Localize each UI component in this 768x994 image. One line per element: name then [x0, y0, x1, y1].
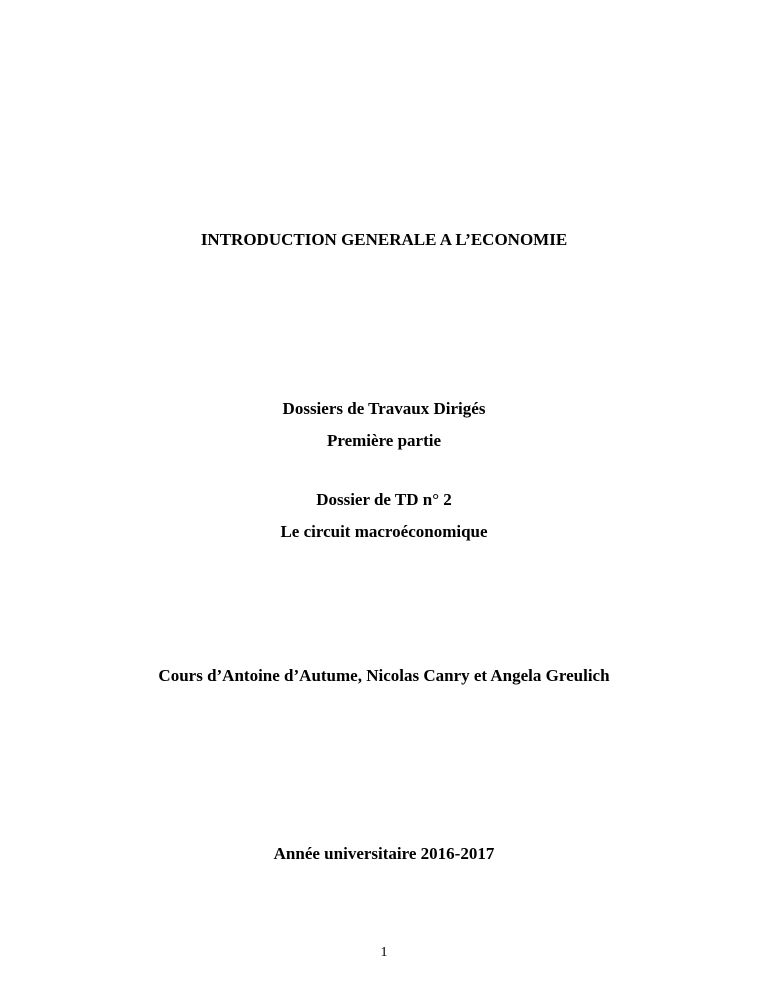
- course-authors: Cours d’Antoine d’Autume, Nicolas Canry et Angela Greulich: [158, 666, 610, 685]
- dossier-number: Dossier de TD n° 2: [316, 490, 452, 509]
- dossier-topic: Le circuit macroéconomique: [280, 522, 488, 541]
- page-number: 1: [380, 945, 388, 960]
- document-subtitle-line2: Première partie: [326, 431, 442, 450]
- document-subtitle-line1: Dossiers de Travaux Dirigés: [282, 399, 486, 418]
- academic-year: Année universitaire 2016-2017: [273, 844, 495, 863]
- document-title: INTRODUCTION GENERALE A L’ECONOMIE: [200, 230, 568, 249]
